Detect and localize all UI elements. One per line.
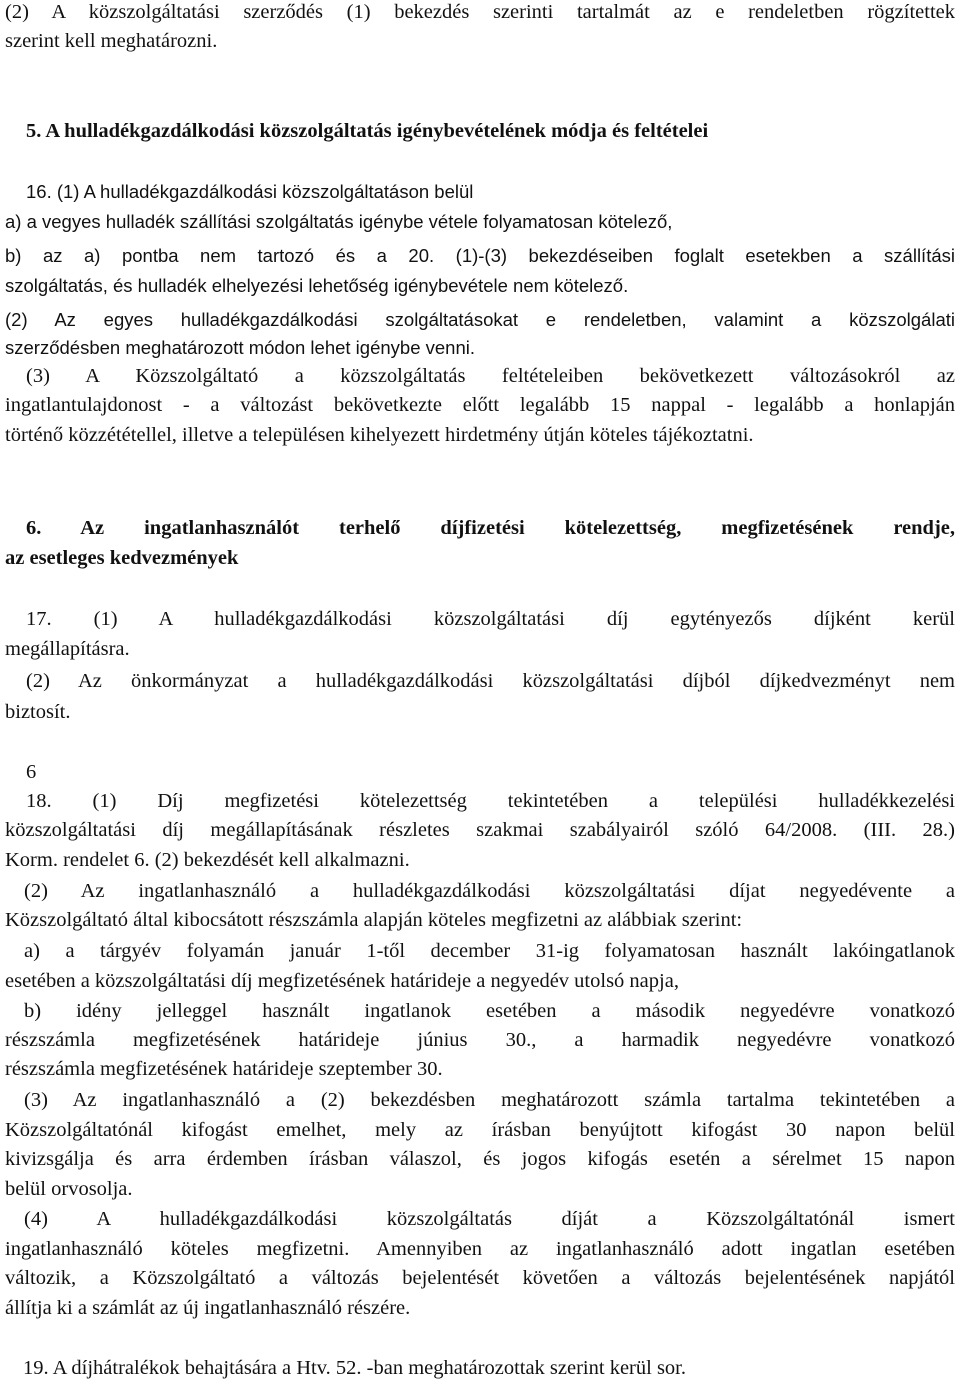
paragraph-line: belül orvosolja. bbox=[5, 1178, 133, 1200]
paragraph-line: Korm. rendelet 6. (2) bekezdését kell alkalmazni. bbox=[5, 849, 410, 871]
paragraph-line: ingatlanhasználó köteles megfizetni. Amennyiben az ingatlanhasználó adott ingatlan esetében bbox=[5, 1238, 955, 1260]
paragraph-line: (2) A közszolgáltatási szerződés (1) bekezdés szerinti tartalmát az e rendeletben rögzítettek bbox=[5, 1, 955, 23]
paragraph-line: 18. (1) Díj megfizetési kötelezettség tekintetében a települési hulladékkezelési bbox=[26, 790, 955, 812]
paragraph-line: b) az a) pontba nem tartozó és a 20. (1)-(3) bekezdéseiben foglalt esetekben a szállítási bbox=[5, 245, 955, 266]
section-heading: 6. Az ingatlanhasználót terhelő díjfizetési kötelezettség, megfizetésének rendje, bbox=[26, 517, 955, 539]
paragraph-line: szolgáltatás, és hulladék elhelyezési lehetőség igénybevétele nem kötelező. bbox=[5, 275, 629, 296]
paragraph-line: 17. (1) A hulladékgazdálkodási közszolgáltatási díj egytényezős díjként kerül bbox=[26, 608, 955, 630]
paragraph-line: állítja ki a számlát az új ingatlanhasználó részére. bbox=[5, 1297, 411, 1319]
paragraph-line: Közszolgáltatónál kifogást emelhet, mely az írásban benyújtott kifogást 30 napon belül bbox=[5, 1119, 955, 1141]
paragraph-line: részszámla megfizetésének határideje június 30., a harmadik negyedévre vonatkozó bbox=[5, 1029, 955, 1051]
paragraph-line: változik, a Közszolgáltató a változás bejelentését követően a változás bejelentésének napjától bbox=[5, 1267, 955, 1289]
paragraph-line: a) a tárgyév folyamán január 1-től december 31-ig folyamatosan használt lakóingatlanok bbox=[24, 940, 955, 962]
paragraph-line: b) idény jelleggel használt ingatlanok esetében a második negyedévre vonatkozó bbox=[24, 1000, 955, 1022]
paragraph-line: (4) A hulladékgazdálkodási közszolgáltatás díját a Közszolgáltatónál ismert bbox=[24, 1208, 955, 1230]
paragraph-line: Közszolgáltató által kibocsátott részszámla alapján köteles megfizetni az alábbiak szerint: bbox=[5, 909, 743, 931]
paragraph-line: részszámla megfizetésének határideje szeptember 30. bbox=[5, 1058, 443, 1080]
paragraph-line: történő közzététellel, illetve a településen kihelyezett hirdetmény útján köteles tájékoztatni. bbox=[5, 424, 754, 446]
paragraph-line: (3) Az ingatlanhasználó a (2) bekezdésben meghatározott számla tartalma tekintetében a bbox=[24, 1089, 955, 1111]
paragraph-line: megállapításra. bbox=[5, 638, 130, 660]
paragraph-line: ingatlantulajdonost - a változást bekövetkezte előtt legalább 15 nappal - legalább a honlapján bbox=[5, 394, 955, 416]
paragraph-line: 16. (1) A hulladékgazdálkodási közszolgáltatáson belül bbox=[26, 181, 474, 202]
paragraph-line: szerződésben meghatározott módon lehet igénybe venni. bbox=[5, 337, 475, 358]
page-number: 6 bbox=[26, 761, 37, 783]
paragraph-line: esetében a közszolgáltatási díj megfizetésének határideje a negyedév utolsó napja, bbox=[5, 970, 679, 992]
paragraph-line: biztosít. bbox=[5, 701, 71, 723]
paragraph-line: (2) Az ingatlanhasználó a hulladékgazdálkodási közszolgáltatási díjat negyedévente a bbox=[24, 880, 955, 902]
paragraph-line: (2) Az önkormányzat a hulladékgazdálkodási közszolgáltatási díjból díjkedvezményt nem bbox=[26, 670, 955, 692]
paragraph-line: kivizsgálja és arra érdemben írásban válaszol, és jogos kifogás esetén a sérelmet 15 napon bbox=[5, 1148, 955, 1170]
paragraph-line: a) a vegyes hulladék szállítási szolgáltatás igénybe vétele folyamatosan kötelező, bbox=[5, 211, 673, 232]
paragraph-line: szerint kell meghatározni. bbox=[5, 30, 218, 52]
paragraph-line: (3) A Közszolgáltató a közszolgáltatás feltételeiben bekövetkezett változásokról az bbox=[26, 365, 955, 387]
paragraph-line: 19. A díjhátralékok behajtására a Htv. 52. -ban meghatározottak szerint kerül sor. bbox=[23, 1357, 686, 1379]
section-heading: az esetleges kedvezmények bbox=[5, 547, 239, 569]
section-heading: 5. A hulladékgazdálkodási közszolgáltatás igénybevételének módja és feltételei bbox=[26, 120, 709, 142]
paragraph-line: (2) Az egyes hulladékgazdálkodási szolgáltatásokat e rendeletben, valamint a közszolgálati bbox=[5, 309, 955, 330]
paragraph-line: közszolgáltatási díj megállapításának részletes szakmai szabályairól szóló 64/2008. (III. 28.) bbox=[5, 819, 955, 841]
